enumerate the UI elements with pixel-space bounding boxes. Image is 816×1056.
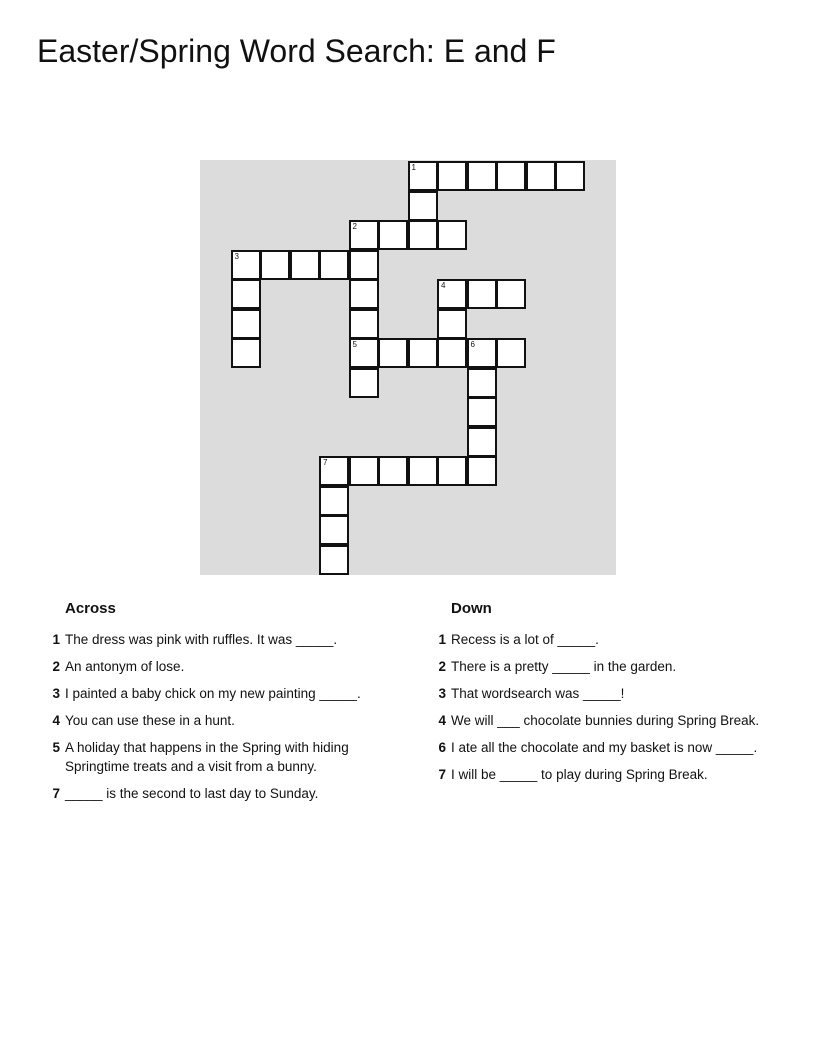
crossword-cell[interactable]	[378, 338, 408, 368]
crossword-cell[interactable]	[555, 161, 585, 191]
crossword-cell[interactable]	[467, 456, 497, 486]
down-clue	[430, 711, 790, 730]
clue-text: An antonym of lose.	[65, 659, 185, 674]
crossword-cell[interactable]	[231, 338, 261, 368]
crossword-cell[interactable]	[437, 338, 467, 368]
crossword-cell[interactable]	[467, 161, 497, 191]
crossword-cell[interactable]	[408, 191, 438, 221]
crossword-cell[interactable]	[408, 456, 438, 486]
across-clue	[44, 630, 394, 649]
crossword-cell[interactable]	[526, 161, 556, 191]
clue-text: That wordsearch was _____!	[451, 686, 625, 701]
clue-number: 2	[438, 659, 446, 674]
crossword-cell[interactable]	[408, 161, 438, 191]
down-clue	[430, 684, 790, 703]
crossword-cell[interactable]	[319, 456, 349, 486]
clue-text: The dress was pink with ruffles. It was _____.	[65, 632, 338, 647]
across-clue	[44, 711, 394, 730]
cell-number: 7	[323, 458, 328, 467]
across-clue	[44, 738, 394, 776]
clue-text: I painted a baby chick on my new painting _____.	[65, 686, 361, 701]
clue-number: 1	[438, 632, 446, 647]
crossword-cell[interactable]	[496, 338, 526, 368]
across-clues	[44, 600, 394, 811]
clue-text: _____ is the second to last day to Sunday.	[65, 786, 319, 801]
clue-text: A holiday that happens in the Spring with hiding Springtime treats and a visit from a bunny.	[65, 740, 349, 774]
crossword-cell[interactable]	[349, 456, 379, 486]
crossword-cell[interactable]	[231, 250, 261, 280]
clue-text: There is a pretty _____ in the garden.	[451, 659, 677, 674]
down-heading: Down	[451, 600, 492, 617]
across-clue	[44, 684, 394, 703]
clue-number: 2	[52, 659, 60, 674]
crossword-cell[interactable]	[467, 368, 497, 398]
clue-text: I will be _____ to play during Spring Break.	[451, 767, 708, 782]
crossword-cell[interactable]	[290, 250, 320, 280]
crossword-cell[interactable]	[467, 279, 497, 309]
cell-number: 5	[352, 340, 357, 349]
across-clue	[44, 784, 394, 803]
crossword-cell[interactable]	[437, 161, 467, 191]
down-clue	[430, 630, 790, 649]
clue-number: 6	[438, 740, 446, 755]
across-clue	[44, 657, 394, 676]
crossword-cell[interactable]	[408, 220, 438, 250]
crossword-cell[interactable]	[349, 279, 379, 309]
clue-number: 7	[52, 786, 60, 801]
crossword-cell[interactable]	[437, 456, 467, 486]
crossword-cell[interactable]	[319, 250, 349, 280]
clue-number: 1	[52, 632, 60, 647]
crossword-cell[interactable]	[496, 279, 526, 309]
crossword-cell[interactable]	[260, 250, 290, 280]
crossword-grid	[200, 160, 616, 575]
clue-text: Recess is a lot of _____.	[451, 632, 599, 647]
clue-number: 5	[52, 740, 60, 755]
cell-number: 4	[441, 281, 446, 290]
crossword-cell[interactable]	[349, 250, 379, 280]
down-clue	[430, 657, 790, 676]
down-clues	[430, 600, 790, 792]
crossword-cell[interactable]	[437, 279, 467, 309]
crossword-cell[interactable]	[349, 368, 379, 398]
cell-number: 6	[470, 340, 475, 349]
clue-text: We will ___ chocolate bunnies during Spring Break.	[451, 713, 760, 728]
down-clue	[430, 765, 790, 784]
clue-number: 3	[52, 686, 60, 701]
page-title: Easter/Spring Word Search: E and F	[37, 33, 556, 69]
down-clue	[430, 738, 790, 757]
crossword-cell[interactable]	[378, 456, 408, 486]
cell-number: 3	[234, 251, 239, 261]
crossword-cell[interactable]	[231, 309, 261, 339]
cell-number: 2	[352, 222, 357, 231]
crossword-cell[interactable]	[319, 486, 349, 516]
crossword-cell[interactable]	[496, 161, 526, 191]
crossword-cell[interactable]	[349, 220, 379, 250]
crossword-cell[interactable]	[319, 545, 349, 575]
crossword-cell[interactable]	[437, 309, 467, 339]
across-heading: Across	[65, 600, 116, 617]
crossword-cell[interactable]	[437, 220, 467, 250]
clue-number: 4	[438, 713, 446, 728]
clue-text: You can use these in a hunt.	[65, 713, 235, 728]
clue-text: I ate all the chocolate and my basket is now _____.	[451, 740, 758, 755]
crossword-cell[interactable]	[319, 515, 349, 545]
crossword-cell[interactable]	[231, 279, 261, 309]
crossword-cell[interactable]	[467, 397, 497, 427]
crossword-cell[interactable]	[349, 309, 379, 339]
clue-number: 3	[438, 686, 446, 701]
crossword-cell[interactable]	[467, 338, 497, 368]
clue-number: 7	[438, 767, 446, 782]
clue-number: 4	[52, 713, 60, 728]
crossword-cell[interactable]	[408, 338, 438, 368]
cell-number: 1	[411, 163, 416, 172]
crossword-cell[interactable]	[467, 427, 497, 457]
crossword-cell[interactable]	[378, 220, 408, 250]
crossword-cell[interactable]	[349, 338, 379, 368]
